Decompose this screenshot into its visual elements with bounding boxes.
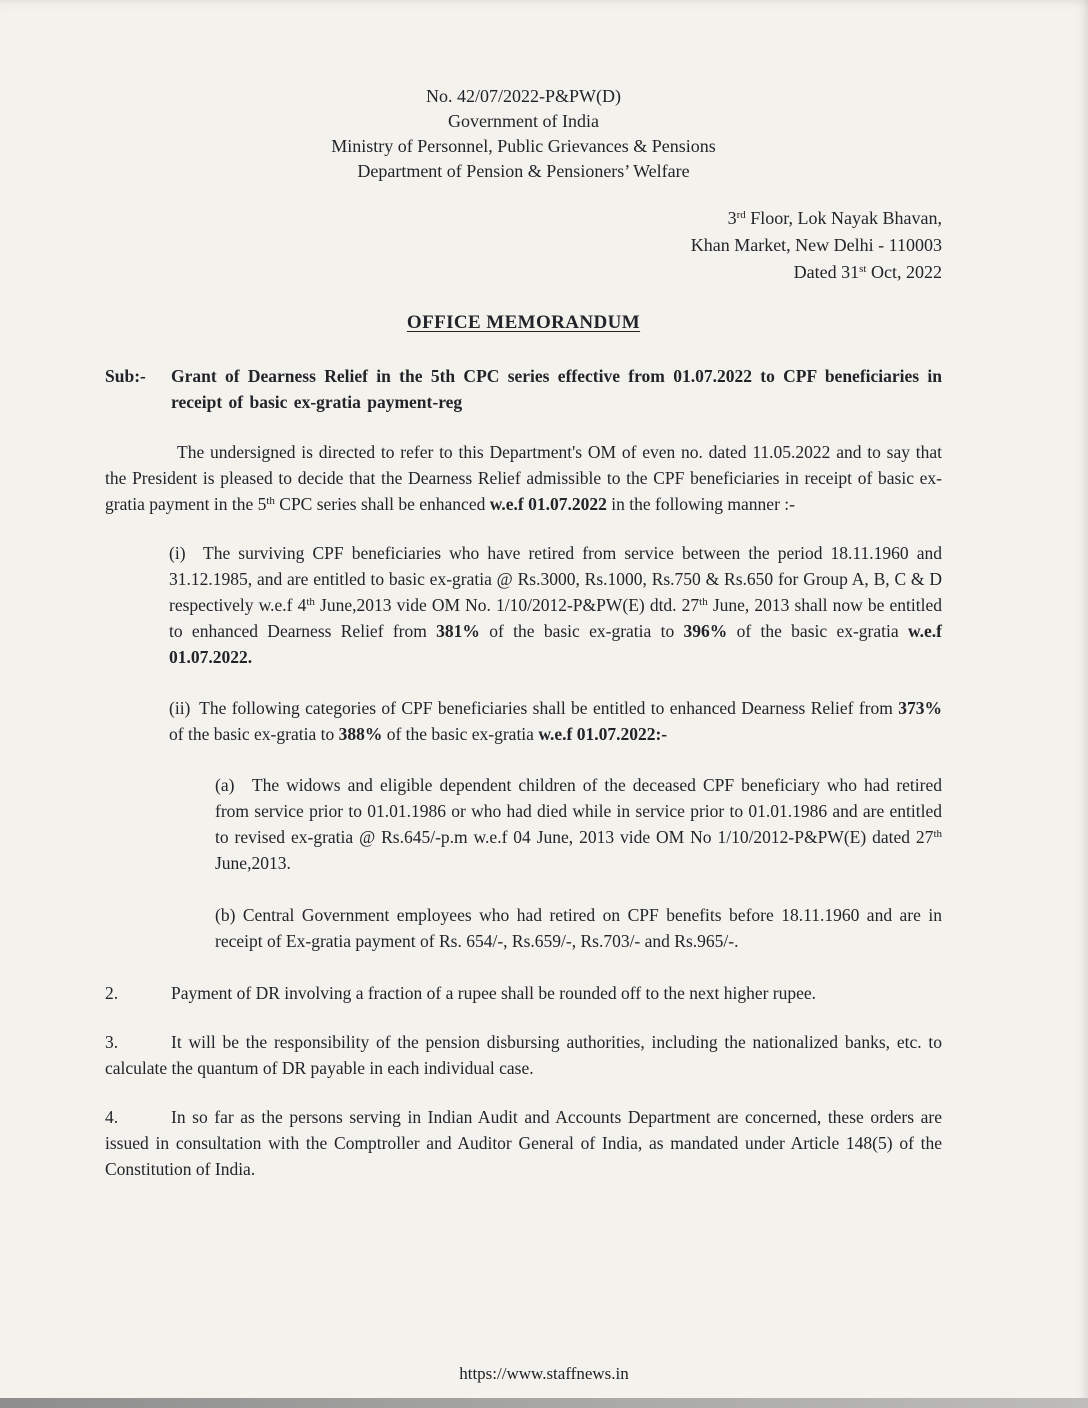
paragraph-3-text: It will be the responsibility of the pension disbursing authorities, including the nationalized banks, etc. to calculate the quantum of DR payable in each individual case.	[105, 1032, 942, 1078]
title-row	[105, 309, 942, 336]
list-item-a: (a) The widows and eligible dependent children of the deceased CPF beneficiary who had retired from service prior to 01.01.1986 or who had died while in service prior to 01.01.1986 and are entitled to revised ex-gratia @ Rs.645/-p.m w.e.f 04 June, 2013 vide OM No 1/10/2012-P&PW(E) dated 27th June,2013.	[215, 775, 942, 873]
paragraph-intro: The undersigned is directed to refer to this Department's OM of even no. dated 11.05.2022 and to say that the President is pleased to decide that the Dearness Relief admissible to the CPF beneficiaries in receipt of basic ex-gratia payment in the 5th CPC series shall be enhanced w.e.f 01.07.2022 in the following manner :-	[105, 442, 942, 514]
address-line-1: 3rd Floor, Lok Nayak Bhavan,	[727, 208, 942, 228]
address-line-2: Khan Market, New Delhi - 110003	[690, 235, 942, 255]
subject-label: Sub:-	[105, 366, 146, 386]
list-item-ii: (ii) The following categories of CPF beneficiaries shall be entitled to enhanced Dearness Relief from 373% of the basic ex-gratia to 388% of the basic ex-gratia w.e.f 01.07.2022:-	[169, 698, 942, 744]
paragraph-3	[105, 1029, 942, 1081]
reference-number: No. 42/07/2022-P&PW(D)	[426, 86, 621, 106]
paragraph-3-number: 3.	[105, 1032, 119, 1052]
department-line: Department of Pension & Pensioners’ Welfare	[357, 161, 690, 181]
paragraph-4-text: In so far as the persons serving in Indian Audit and Accounts Department are concerned, these orders are issued in consultation with the Comptroller and Auditor General of India, as mandated under Article 148(5) of the Constitution of India.	[105, 1107, 942, 1179]
subject-block	[105, 363, 942, 415]
ministry-line: Ministry of Personnel, Public Grievances & Pensions	[331, 136, 716, 156]
list-item-b: (b) Central Government employees who had retired on CPF benefits before 18.11.1960 and are in receipt of Ex-gratia payment of Rs. 654/-, Rs.659/-, Rs.703/- and Rs.965/-.	[215, 905, 942, 951]
government-line: Government of India	[448, 111, 599, 131]
list-item-i: (i) The surviving CPF beneficiaries who have retired from service between the period 18.11.1960 and 31.12.1985, and are entitled to basic ex-gratia @ Rs.3000, Rs.1000, Rs.750 & Rs.650 for Group A, B, C & D respectively w.e.f 4th June,2013 vide OM No. 1/10/2012-P&PW(E) dtd. 27th June, 2013 shall now be entitled to enhanced Dearness Relief from 381% of the basic ex-gratia to 396% of the basic ex-gratia w.e.f 01.07.2022.	[169, 543, 942, 667]
paragraph-2-text: Payment of DR involving a fraction of a rupee shall be rounded off to the next higher rupee.	[171, 983, 817, 1003]
paragraph-4-number: 4.	[105, 1107, 119, 1127]
subject-text: Grant of Dearness Relief in the 5th CPC series effective from 01.07.2022 to CPF beneficiaries in receipt of basic ex-gratia payment-reg	[171, 366, 942, 412]
document-title: OFFICE MEMORANDUM	[406, 312, 641, 333]
address-block	[105, 205, 942, 286]
paragraph-2-number: 2.	[105, 983, 119, 1003]
source-url: https://www.staffnews.in	[459, 1364, 629, 1383]
paragraph-2	[105, 980, 942, 1006]
date-line: Dated 31st Oct, 2022	[793, 262, 942, 282]
scan-edge-bar	[0, 1398, 1088, 1408]
letterhead	[105, 84, 942, 184]
document-content	[105, 84, 942, 1205]
paragraph-4	[105, 1104, 942, 1182]
